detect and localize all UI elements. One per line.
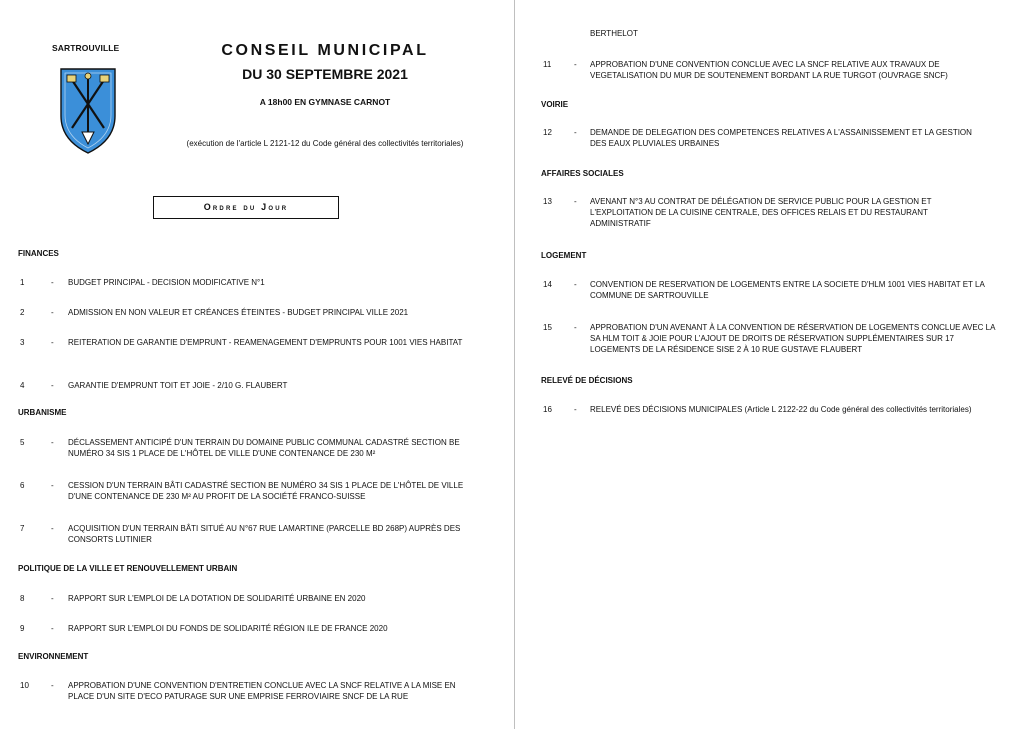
item-dash: - (574, 323, 577, 332)
section-heading: ENVIRONNEMENT (18, 652, 89, 661)
item-dash: - (51, 438, 54, 447)
item-number: 1 (20, 278, 25, 287)
item-text: ACQUISITION D'UN TERRAIN BÂTI SITUÉ AU N°67 RUE LAMARTINE (PARCELLE BD 268P) AUPRÈS DES CONSORTS LUTINIER (68, 524, 461, 544)
meeting-date: DU 30 SEPTEMBRE 2021 (242, 66, 408, 82)
item-dash: - (574, 280, 577, 289)
item-dash: - (574, 60, 577, 69)
coat-of-arms-icon (55, 66, 121, 161)
time-place: A 18h00 EN GYMNASE CARNOT (259, 97, 391, 107)
item-dash: - (574, 197, 577, 206)
item-text: APPROBATION D'UNE CONVENTION CONCLUE AVEC LA SNCF RELATIVE AUX TRAVAUX DE VEGETALISATION DU MUR DE SOUTENEMENT BORDANT LA RUE TURGOT (OUVRAGE SNCF) (590, 60, 948, 80)
page-divider (514, 0, 515, 729)
item-text: CESSION D'UN TERRAIN BÂTI CADASTRÉ SECTION BE NUMÉRO 34 SIS 1 PLACE DE L'HÔTEL DE VILLE D'UNE CONTENANCE DE 230 M² AU PROFIT DE LA SOCIÉTÉ FRANCO-SUISSE (68, 481, 464, 501)
section-heading: POLITIQUE DE LA VILLE ET RENOUVELLEMENT URBAIN (18, 564, 238, 573)
section-heading: FINANCES (18, 249, 59, 258)
item-dash: - (51, 308, 54, 317)
item-text: RELEVÉ DES DÉCISIONS MUNICIPALES (Article L 2122-22 du Code général des collectivités territoriales) (590, 405, 972, 414)
item-dash: - (51, 481, 54, 490)
item-number: 10 (20, 681, 29, 690)
page-title: CONSEIL MUNICIPAL (221, 42, 429, 59)
item-dash: - (574, 405, 577, 414)
item-dash: - (51, 594, 54, 603)
item-number: 11 (543, 60, 552, 69)
item-number: 6 (20, 481, 25, 490)
item-number: 16 (543, 405, 552, 414)
item-text: DEMANDE DE DELEGATION DES COMPETENCES RELATIVES A L'ASSAINISSEMENT ET LA GESTION DES EAUX PLUVIALES URBAINES (590, 128, 972, 148)
item-dash: - (51, 381, 54, 390)
item-number: 12 (543, 128, 552, 137)
item-text: REITERATION DE GARANTIE D'EMPRUNT - REAMENAGEMENT D'EMPRUNTS POUR 1001 VIES HABITAT (68, 338, 463, 347)
agenda-title: Ordre du Jour (203, 202, 289, 212)
item-dash: - (51, 681, 54, 690)
section-heading: URBANISME (18, 408, 67, 417)
item-number: 7 (20, 524, 25, 533)
legal-note: (exécution de l'article L 2121-12 du Code général des collectivités territoriales) (186, 139, 464, 148)
item-number: 9 (20, 624, 25, 633)
agenda-title-box (153, 196, 339, 219)
section-heading: LOGEMENT (541, 251, 587, 260)
item-text: GARANTIE D'EMPRUNT TOIT ET JOIE - 2/10 G. FLAUBERT (68, 381, 288, 390)
item-dash: - (574, 128, 577, 137)
item-dash: - (51, 624, 54, 633)
item-number: 14 (543, 280, 552, 289)
section-heading: RELEVÉ DE DÉCISIONS (541, 376, 633, 385)
item-number: 13 (543, 197, 552, 206)
item-number: 4 (20, 381, 25, 390)
item-text: RAPPORT SUR L'EMPLOI DU FONDS DE SOLIDARITÉ RÉGION ILE DE FRANCE 2020 (68, 624, 388, 633)
item-number: 8 (20, 594, 25, 603)
item-number: 5 (20, 438, 25, 447)
item-text: CONVENTION DE RESERVATION DE LOGEMENTS ENTRE LA SOCIETE D'HLM 1001 VIES HABITAT ET LA COMMUNE DE SARTROUVILLE (590, 280, 985, 300)
item-number: 3 (20, 338, 25, 347)
item-text: AVENANT N°3 AU CONTRAT DE DÉLÉGATION DE SERVICE PUBLIC POUR LA GESTION ET L'EXPLOITATION DE LA CUISINE CENTRALE, DES OFFICES RELAIS ET DU RESTAURANT ADMINISTRATIF (590, 197, 932, 228)
item-text: RAPPORT SUR L'EMPLOI DE LA DOTATION DE SOLIDARITÉ URBAINE EN 2020 (68, 594, 366, 603)
item-text: APPROBATION D'UNE CONVENTION D'ENTRETIEN CONCLUE AVEC LA SNCF RELATIVE A LA MISE EN PLACE D'UN SITE D'ECO PATURAGE SUR UNE EMPRISE FERROVIAIRE SNCF DE LA RUE (68, 681, 456, 701)
town-name: SARTROUVILLE (52, 43, 120, 53)
item-text: DÉCLASSEMENT ANTICIPÉ D'UN TERRAIN DU DOMAINE PUBLIC COMMUNAL CADASTRÉ SECTION BE NUMÉRO 34 SIS 1 PLACE DE L'HÔTEL DE VILLE D'UNE CONTENANCE DE 230 M² (68, 438, 460, 458)
item-dash: - (51, 278, 54, 287)
item-number: 15 (543, 323, 552, 332)
item-continuation: BERTHELOT (590, 29, 638, 38)
section-heading: AFFAIRES SOCIALES (541, 169, 624, 178)
item-text: APPROBATION D'UN AVENANT À LA CONVENTION DE RÉSERVATION DE LOGEMENTS CONCLUE AVEC LA SA HLM TOIT & JOIE POUR L'AJOUT DE DROITS DE RÉSERVATION SUPPLÉMENTAIRES SUR 17 LOGEMENTS DE LA RÉSIDENCE SISE 2 À 10 RUE GUSTAVE FLAUBERT (590, 323, 996, 354)
item-text: BUDGET PRINCIPAL - DECISION MODIFICATIVE N°1 (68, 278, 265, 287)
section-heading: VOIRIE (541, 100, 569, 109)
item-dash: - (51, 524, 54, 533)
item-text: ADMISSION EN NON VALEUR ET CRÉANCES ÉTEINTES - BUDGET PRINCIPAL VILLE 2021 (68, 308, 409, 317)
item-dash: - (51, 338, 54, 347)
item-number: 2 (20, 308, 25, 317)
